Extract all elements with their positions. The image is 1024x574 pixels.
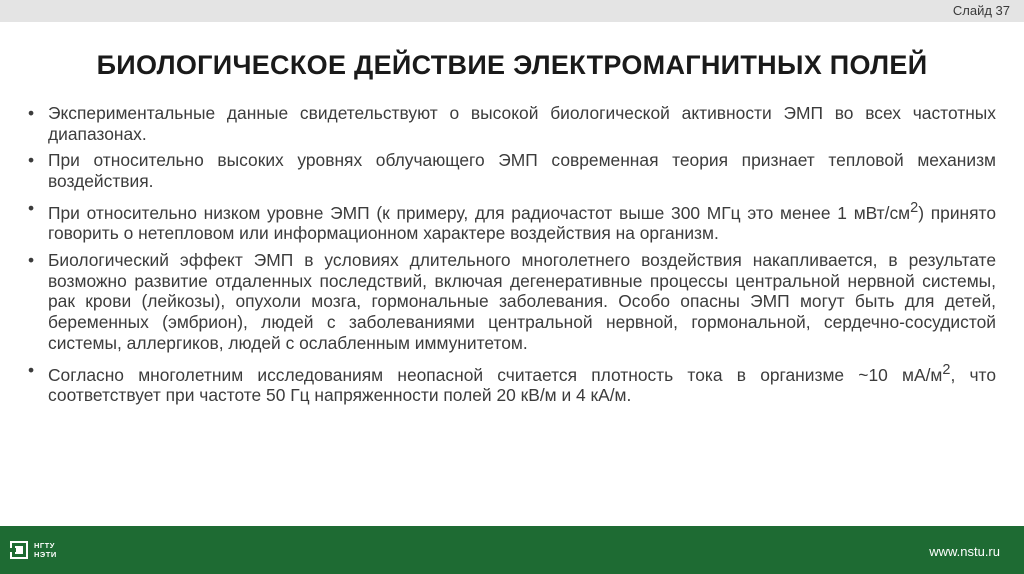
bullet-text: Согласно многолетним исследованиям неопасной считается плотность тока в организме ~10 мА/м <box>48 364 943 385</box>
bullet-list <box>28 103 996 412</box>
bullet-text: При относительно низком уровне ЭМП (к примеру, для радиочастот выше 300 МГц это менее 1 мВт/см <box>48 202 911 223</box>
logo-mark-icon <box>10 541 28 559</box>
superscript: 2 <box>942 361 951 378</box>
bullet-item <box>28 360 996 406</box>
footer-bar <box>0 526 1024 574</box>
slide-number: Слайд 37 <box>952 3 1010 18</box>
bullet-text: ) принято говорить о нетепловом или информационном характере воздействия на организм. <box>48 202 996 244</box>
bullet-text: При относительно высоких уровнях облучающего ЭМП современная теория признает тепловой механизм воздействия. <box>48 150 996 192</box>
bullet-item <box>28 198 996 244</box>
top-bar <box>0 0 1024 22</box>
bullet-item <box>28 103 996 144</box>
logo-line: НГТУ <box>34 541 55 550</box>
slide-title: БИОЛОГИЧЕСКОЕ ДЕЙСТВИЕ ЭЛЕКТРОМАГНИТНЫХ ПОЛЕЙ <box>96 50 928 81</box>
logo-text <box>34 541 57 559</box>
logo-line: НЭТИ <box>34 550 57 559</box>
bullet-text: Экспериментальные данные свидетельствуют о высокой биологической активности ЭМП во всех частотных диапазонах. <box>48 103 996 144</box>
superscript: 2 <box>910 199 919 216</box>
bullet-item <box>28 150 996 191</box>
bullet-text: Биологический эффект ЭМП в условиях длительного многолетнего воздействия накапливается, в результате возможно развитие отдаленных последствий, включая дегенеративные процессы центральной нервной системы, рак крови (лейкозы), опухоли мозга, гормональные заболевания. Особо опасны ЭМП могут быть для детей, беременных (эмбрион), людей с заболеваниями центральной нервной, гормональной, сердечно-сосудистой системы, аллергиков, людей с ослабленным иммунитетом. <box>48 250 996 353</box>
website-link[interactable]: www.nstu.ru <box>929 544 1000 559</box>
university-logo[interactable] <box>10 540 72 562</box>
bullet-text: , что соответствует при частоте 50 Гц напряженности полей 20 кВ/м и 4 кА/м. <box>48 364 996 406</box>
bullet-item <box>28 250 996 354</box>
